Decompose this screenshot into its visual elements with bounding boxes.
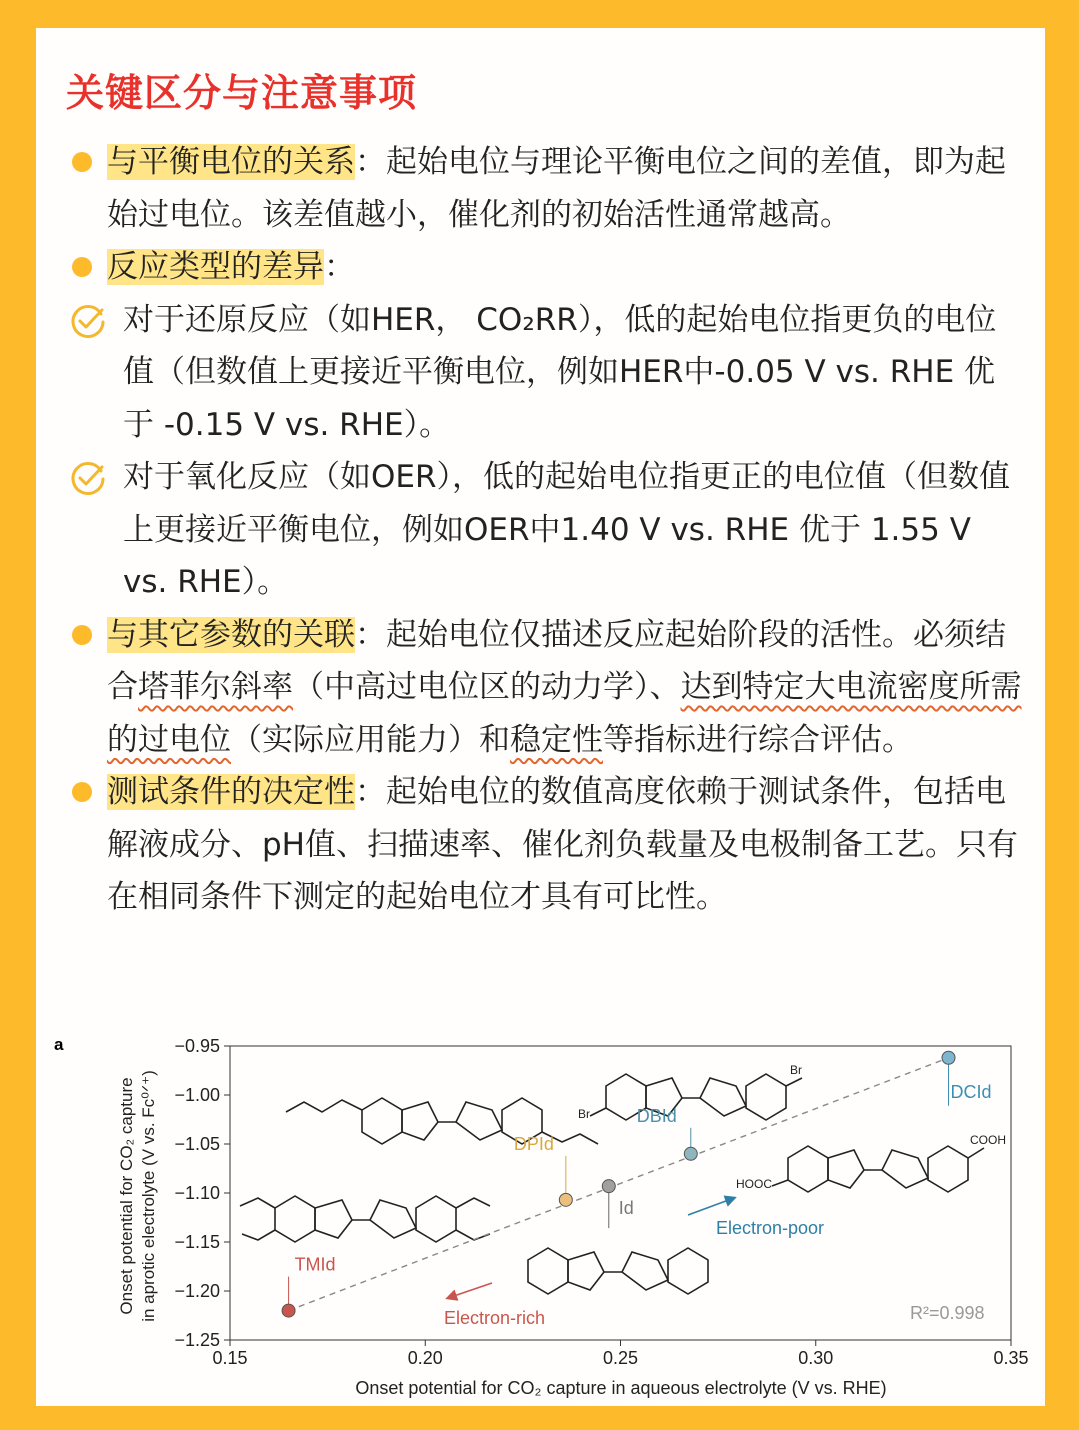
list-item (66, 294, 1024, 452)
point-label: Id (618, 1198, 634, 1219)
underlined-term: 达到特定大电流密度所需的过电位 (107, 669, 1022, 758)
y-tick-label: −1.15 (174, 1232, 220, 1252)
plot-frame (230, 1046, 1011, 1340)
list-item (66, 451, 1024, 609)
x-tick-label: 0.25 (602, 1348, 639, 1368)
y-tick-label: −1.20 (174, 1281, 220, 1301)
section-title: 关键区分与注意事项 (66, 71, 418, 115)
body-text: 对于氧化反应（如OER），低的起始电位指更正的电位值（但数值上更接近平衡电位，例如OER中1.40 V vs. RHE 优于 1.55 V vs. RHE）。 (123, 459, 1011, 600)
y-tick-label: −1.10 (174, 1183, 220, 1203)
r2-label: R²=0.998 (910, 1303, 985, 1323)
body-text: 对于还原反应（如HER， CO₂RR），低的起始电位指更负的电位值（但数值上更接近平衡电位，例如HER中-0.05 V vs. RHE 优于 -0.15 V vs. RHE）。 (123, 301, 997, 443)
check-circle-icon (69, 302, 107, 340)
underlined-term: 塔菲尔斜率 (138, 669, 293, 705)
point-label: DPId (513, 1133, 554, 1154)
body-text: （中高过电位区的动力学）、 (293, 669, 681, 705)
body-text: ：起始电位的数值高度依赖于测试条件，包括电解液成分、pH值、扫描速率、催化剂负载量及电极制备工艺。只有在相同条件下测定的起始电位才具有可比性。 (107, 774, 1018, 915)
molecule-dbid-structure (590, 1074, 802, 1120)
y-axis-label-line1: Onset potential for CO₂ capture (117, 1077, 136, 1315)
bullet-dot-icon (72, 257, 92, 277)
list-item (66, 241, 1024, 294)
scatter-point (559, 1193, 572, 1206)
scatter-figure (50, 998, 1030, 1398)
list-item (66, 136, 1024, 241)
y-tick-label: −1.00 (174, 1085, 220, 1105)
list-item (66, 766, 1024, 924)
point-label: DCId (950, 1081, 992, 1102)
molecule-group-label: Br (578, 1107, 590, 1121)
highlighted-term: 与其它参数的关联 (107, 616, 355, 653)
bullet-dot-icon (72, 782, 92, 802)
molecule-tmid-structure (240, 1196, 490, 1242)
scatter-point (942, 1051, 955, 1064)
x-tick-label: 0.15 (212, 1348, 248, 1368)
scatter-point (684, 1147, 697, 1160)
panel-label: a (54, 1035, 64, 1054)
content-card (36, 28, 1045, 1406)
body-text: ： (324, 249, 355, 285)
electron-rich-label: Electron-rich (444, 1308, 546, 1328)
electron-rich-arrow (448, 1283, 492, 1298)
check-circle-icon (69, 459, 107, 497)
scatter-chart (50, 998, 1030, 1398)
scatter-point (602, 1180, 615, 1193)
bullet-dot-icon (72, 625, 92, 645)
x-tick-label: 0.30 (798, 1348, 834, 1368)
body-text: ：起始电位仅描述反应起始阶段的活性。必须结合 (107, 616, 1006, 705)
molecule-group-label: Br (790, 1063, 802, 1077)
y-tick-label: −1.05 (174, 1134, 220, 1154)
highlighted-term: 测试条件的决定性 (107, 774, 355, 810)
molecule-dcid-structure (772, 1146, 984, 1192)
point-label: TMId (294, 1254, 336, 1275)
highlighted-term: 反应类型的差异 (107, 249, 324, 285)
electron-poor-label: Electron-poor (716, 1218, 825, 1238)
underlined-term: 稳定性 (510, 721, 603, 758)
y-tick-label: −0.95 (174, 1036, 220, 1056)
bullet-dot-icon (72, 152, 92, 172)
y-axis-label-line2: in aprotic electrolyte (V vs. Fc⁰ᐟ⁺) (139, 1070, 158, 1322)
point-label: DBId (636, 1105, 677, 1126)
x-tick-label: 0.20 (407, 1348, 443, 1368)
electron-poor-arrow (688, 1198, 734, 1215)
molecule-group-label: HOOC (736, 1177, 772, 1191)
highlighted-term: 与平衡电位的关系 (107, 144, 355, 180)
body-text: （实际应用能力）和 (231, 721, 510, 758)
body-text: ：起始电位与理论平衡电位之间的差值，即为起始过电位。该差值越小，催化剂的初始活性通常越高。 (107, 144, 1006, 233)
list-item (66, 609, 1024, 767)
points-layer (282, 1051, 991, 1317)
y-tick-label: −1.25 (174, 1330, 220, 1350)
axes-layer (174, 1036, 1028, 1368)
body-text: 等指标进行综合评估。 (603, 721, 913, 758)
x-axis-label: Onset potential for CO₂ capture in aqueous electrolyte (V vs. RHE) (355, 1378, 887, 1398)
x-tick-label: 0.35 (993, 1348, 1029, 1368)
section-content (66, 136, 1024, 924)
molecule-group-label: COOH (970, 1133, 1006, 1147)
scatter-point (282, 1304, 295, 1317)
molecule-id-structure (528, 1248, 708, 1294)
